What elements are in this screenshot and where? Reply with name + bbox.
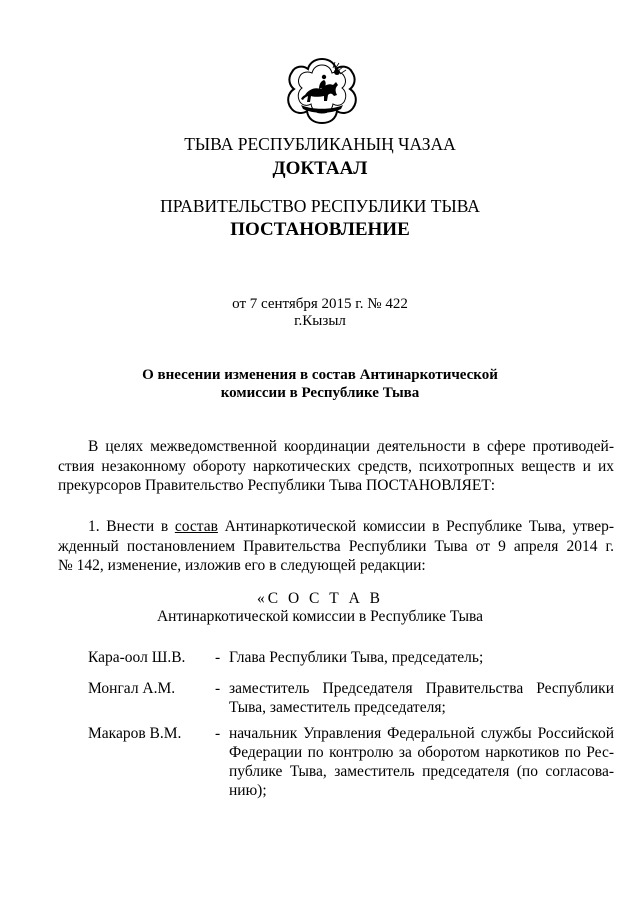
member-name: Макаров В.М. — [88, 725, 182, 742]
member-position-line: публике Тыва, заместитель председателя (по согласова- — [229, 763, 614, 780]
sostav-link[interactable]: состав — [174, 518, 218, 535]
member-position-line: заместитель Председателя Правительства Республики — [229, 680, 614, 697]
preamble-line-2: ствия незаконному обороту наркотических средств, психотропных веществ и их — [58, 457, 614, 475]
clause-1-text-after: Антинаркотической комиссии в Республике Тыва, утвер- — [217, 518, 615, 535]
preamble-line-1: В целях межведомственной координации деятельности в сфере противодей- — [88, 438, 614, 455]
tuva-coat-of-arms-icon — [283, 55, 361, 127]
member-position-line: начальник Управления Федеральной службы Российской — [229, 725, 614, 742]
clause-1-line-3: № 142, изменение, изложив его в следующей редакции: — [58, 557, 426, 574]
document-title-line-1: О внесении изменения в состав Антинаркотической — [142, 367, 498, 383]
member-position-line: Глава Республики Тыва, председатель; — [229, 649, 484, 666]
document-title-line-2: комиссии в Республике Тыва — [220, 385, 420, 401]
member-position — [229, 679, 614, 717]
member-dash: - — [215, 680, 221, 697]
clause-1-line-1 — [60, 517, 614, 537]
member-position-line: нию); — [229, 782, 267, 799]
header-tuvan-government: ТЫВА РЕСПУБЛИКАНЫҢ ЧАЗАА — [184, 134, 456, 154]
header-tuvan-doctype: ДОКТААЛ — [272, 158, 368, 179]
document-city: г.Кызыл — [294, 313, 346, 329]
header-government: ПРАВИТЕЛЬСТВО РЕСПУБЛИКИ ТЫВА — [160, 196, 480, 216]
sostav-subheading: Антинаркотической комиссии в Республике Тыва — [156, 608, 484, 625]
preamble-paragraph — [58, 437, 614, 496]
member-dash: - — [215, 649, 221, 666]
member-dash: - — [215, 725, 221, 742]
member-position — [229, 724, 614, 800]
header-doctype: ПОСТАНОВЛЕНИЕ — [230, 219, 410, 240]
member-name: Монгал А.М. — [88, 680, 176, 697]
member-position-line: Федерации по контролю за оборотом наркотиков по Рес- — [229, 744, 614, 761]
member-name: Кара-оол Ш.В. — [88, 649, 186, 666]
sostav-heading: «С О С Т А В — [257, 590, 383, 607]
member-position-line: Тыва, заместитель председателя; — [229, 699, 446, 716]
clause-1-text-before: 1. Внести в — [88, 518, 175, 535]
document-date-number: от 7 сентября 2015 г. № 422 — [232, 296, 408, 312]
preamble-line-3: прекурсоров Правительство Республики Тыва ПОСТАНОВЛЯЕТ: — [58, 477, 496, 494]
clause-1-paragraph — [58, 517, 615, 576]
member-position — [229, 648, 614, 667]
clause-1-line-2: жденный постановлением Правительства Республики Тыва от 9 апреля 2014 г. — [58, 537, 614, 555]
